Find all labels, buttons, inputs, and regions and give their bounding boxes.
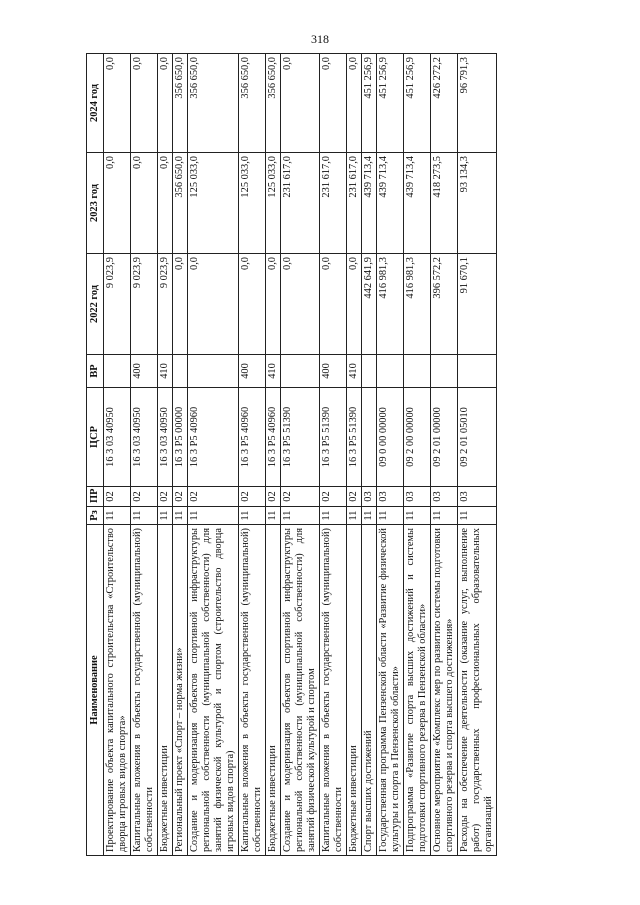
cell-2022: 416 981,3 [404, 254, 431, 355]
cell-vr: 410 [347, 355, 362, 388]
cell-rz: 11 [104, 507, 131, 525]
cell-vr [104, 355, 131, 388]
table-row [188, 54, 239, 856]
cell-rz: 11 [320, 507, 347, 525]
table-row [158, 54, 173, 856]
cell-vr: 410 [266, 355, 281, 388]
cell-2022: 0,0 [266, 254, 281, 355]
cell-csr: 16 3 P5 51390 [347, 388, 362, 487]
cell-2022: 442 641,9 [362, 254, 377, 355]
cell-2023: 231 617,0 [347, 153, 362, 254]
cell-vr [173, 355, 188, 388]
table-row [404, 54, 431, 856]
table-row [131, 54, 158, 856]
cell-2024: 356 650,0 [188, 54, 239, 153]
cell-2024: 356 650,0 [239, 54, 266, 153]
cell-2022: 0,0 [173, 254, 188, 355]
cell-2022: 9 023,9 [158, 254, 173, 355]
cell-pr: 03 [458, 487, 497, 507]
cell-csr: 16 3 P5 51390 [281, 388, 320, 487]
cell-csr: 09 2 01 05010 [458, 388, 497, 487]
cell-2023: 125 033,0 [188, 153, 239, 254]
column-header-csr: ЦСР [87, 388, 104, 487]
cell-vr [404, 355, 431, 388]
cell-name: Проектирование объекта капитального строительства «Строительство дворца игровых видов спорта» [104, 525, 131, 856]
cell-rz: 11 [131, 507, 158, 525]
table-row [266, 54, 281, 856]
cell-rz: 11 [158, 507, 173, 525]
cell-pr: 02 [266, 487, 281, 507]
table-row [173, 54, 188, 856]
cell-csr: 16 3 03 40950 [158, 388, 173, 487]
cell-2022: 0,0 [239, 254, 266, 355]
cell-rz: 11 [188, 507, 239, 525]
column-header-2024: 2024 год [87, 54, 104, 153]
cell-vr [362, 355, 377, 388]
cell-name: Спорт высших достижений [362, 525, 377, 856]
cell-rz: 11 [404, 507, 431, 525]
table-row [431, 54, 458, 856]
cell-vr: 400 [239, 355, 266, 388]
cell-2023: 439 713,4 [362, 153, 377, 254]
cell-rz: 11 [458, 507, 497, 525]
cell-pr: 02 [347, 487, 362, 507]
table-header-row [87, 54, 104, 856]
cell-2022: 9 023,9 [131, 254, 158, 355]
cell-csr: 09 2 01 00000 [431, 388, 458, 487]
cell-2024: 451 256,9 [404, 54, 431, 153]
cell-2024: 0,0 [104, 54, 131, 153]
cell-rz: 11 [362, 507, 377, 525]
cell-pr: 03 [431, 487, 458, 507]
cell-2023: 125 033,0 [266, 153, 281, 254]
column-header-2022: 2022 год [87, 254, 104, 355]
cell-name: Создание и модернизация объектов спортивной инфраструктуры региональной собственности (муниципальной собственности) для занятий физической культурой и спортом [281, 525, 320, 856]
cell-2024: 356 650,0 [266, 54, 281, 153]
page-number: 318 [311, 32, 329, 46]
cell-2022: 9 023,9 [104, 254, 131, 355]
rotated-table-container [86, 54, 560, 856]
table-row [458, 54, 497, 856]
cell-csr: 16 3 P5 51390 [320, 388, 347, 487]
cell-pr: 02 [158, 487, 173, 507]
cell-name: Бюджетные инвестиции [266, 525, 281, 856]
cell-pr: 02 [320, 487, 347, 507]
cell-2024: 426 272,2 [431, 54, 458, 153]
cell-csr: 09 2 00 00000 [404, 388, 431, 487]
cell-rz: 11 [281, 507, 320, 525]
cell-csr: 16 3 P5 40960 [188, 388, 239, 487]
cell-csr: 16 3 P5 40960 [266, 388, 281, 487]
cell-name: Региональный проект «Спорт – норма жизни» [173, 525, 188, 856]
column-header-2023: 2023 год [87, 153, 104, 254]
cell-name: Основное мероприятие «Комплекс мер по развитию системы подготовки спортивного резерва и спорта высшего достижения» [431, 525, 458, 856]
cell-vr: 400 [131, 355, 158, 388]
cell-2023: 356 650,0 [173, 153, 188, 254]
cell-2023: 93 134,3 [458, 153, 497, 254]
cell-2023: 231 617,0 [320, 153, 347, 254]
table-row [104, 54, 131, 856]
budget-table [86, 53, 497, 856]
cell-2024: 451 256,9 [377, 54, 404, 153]
cell-name: Бюджетные инвестиции [158, 525, 173, 856]
cell-pr: 02 [188, 487, 239, 507]
cell-2023: 125 033,0 [239, 153, 266, 254]
cell-vr [431, 355, 458, 388]
cell-name: Расходы на обеспечение деятельности (оказание услуг, выполнение работ) государственных профессиональных образовательных организаций [458, 525, 497, 856]
cell-2022: 396 572,2 [431, 254, 458, 355]
cell-2023: 418 273,5 [431, 153, 458, 254]
cell-name: Капитальные вложения в объекты государственной (муниципальной) собственности [131, 525, 158, 856]
cell-2024: 0,0 [158, 54, 173, 153]
cell-name: Государственная программа Пензенской области «Развитие физической культуры и спорта в Пензенской области» [377, 525, 404, 856]
column-header-vr: ВР [87, 355, 104, 388]
cell-pr: 03 [377, 487, 404, 507]
column-header-name: Наименование [87, 525, 104, 856]
cell-2023: 0,0 [104, 153, 131, 254]
cell-name: Создание и модернизация объектов спортивной инфраструктуры региональной собственности (муниципальной собственности) для занятий физической культурой и спортом (строительство дворца игровых видов спорта) [188, 525, 239, 856]
cell-2022: 0,0 [320, 254, 347, 355]
cell-vr: 400 [320, 355, 347, 388]
cell-2024: 451 256,9 [362, 54, 377, 153]
cell-pr: 02 [173, 487, 188, 507]
cell-2024: 356 650,0 [173, 54, 188, 153]
cell-name: Подпрограмма «Развитие спорта высших достижений и системы подготовки спортивного резерва в Пензенской области» [404, 525, 431, 856]
cell-2024: 0,0 [131, 54, 158, 153]
cell-vr [281, 355, 320, 388]
cell-2023: 231 617,0 [281, 153, 320, 254]
cell-2022: 0,0 [188, 254, 239, 355]
cell-name: Капитальные вложения в объекты государственной (муниципальной) собственности [239, 525, 266, 856]
cell-vr [458, 355, 497, 388]
cell-2024: 0,0 [347, 54, 362, 153]
cell-rz: 11 [239, 507, 266, 525]
cell-csr: 16 3 P5 00000 [173, 388, 188, 487]
cell-name: Капитальные вложения в объекты государственной (муниципальной) собственности [320, 525, 347, 856]
cell-vr [188, 355, 239, 388]
cell-rz: 11 [173, 507, 188, 525]
cell-csr [362, 388, 377, 487]
cell-2024: 96 791,3 [458, 54, 497, 153]
cell-pr: 02 [131, 487, 158, 507]
table-row [347, 54, 362, 856]
cell-2024: 0,0 [320, 54, 347, 153]
cell-rz: 11 [347, 507, 362, 525]
cell-2023: 439 713,4 [377, 153, 404, 254]
cell-vr [377, 355, 404, 388]
column-header-rz: Рз [87, 507, 104, 525]
cell-pr: 02 [104, 487, 131, 507]
cell-csr: 16 3 P5 40960 [239, 388, 266, 487]
cell-2024: 0,0 [281, 54, 320, 153]
cell-name: Бюджетные инвестиции [347, 525, 362, 856]
cell-pr: 03 [362, 487, 377, 507]
cell-pr: 02 [239, 487, 266, 507]
table-row [320, 54, 347, 856]
cell-2023: 0,0 [158, 153, 173, 254]
column-header-pr: ПР [87, 487, 104, 507]
cell-pr: 03 [404, 487, 431, 507]
cell-2022: 0,0 [281, 254, 320, 355]
table-row [239, 54, 266, 856]
cell-vr: 410 [158, 355, 173, 388]
cell-2023: 0,0 [131, 153, 158, 254]
cell-2022: 0,0 [347, 254, 362, 355]
table-row [281, 54, 320, 856]
cell-2022: 416 981,3 [377, 254, 404, 355]
cell-csr: 09 0 00 00000 [377, 388, 404, 487]
cell-2022: 91 670,1 [458, 254, 497, 355]
table-row [377, 54, 404, 856]
cell-pr: 02 [281, 487, 320, 507]
cell-csr: 16 3 03 40950 [131, 388, 158, 487]
cell-2023: 439 713,4 [404, 153, 431, 254]
cell-rz: 11 [431, 507, 458, 525]
table-row [362, 54, 377, 856]
cell-rz: 11 [377, 507, 404, 525]
cell-csr: 16 3 03 40950 [104, 388, 131, 487]
cell-rz: 11 [266, 507, 281, 525]
